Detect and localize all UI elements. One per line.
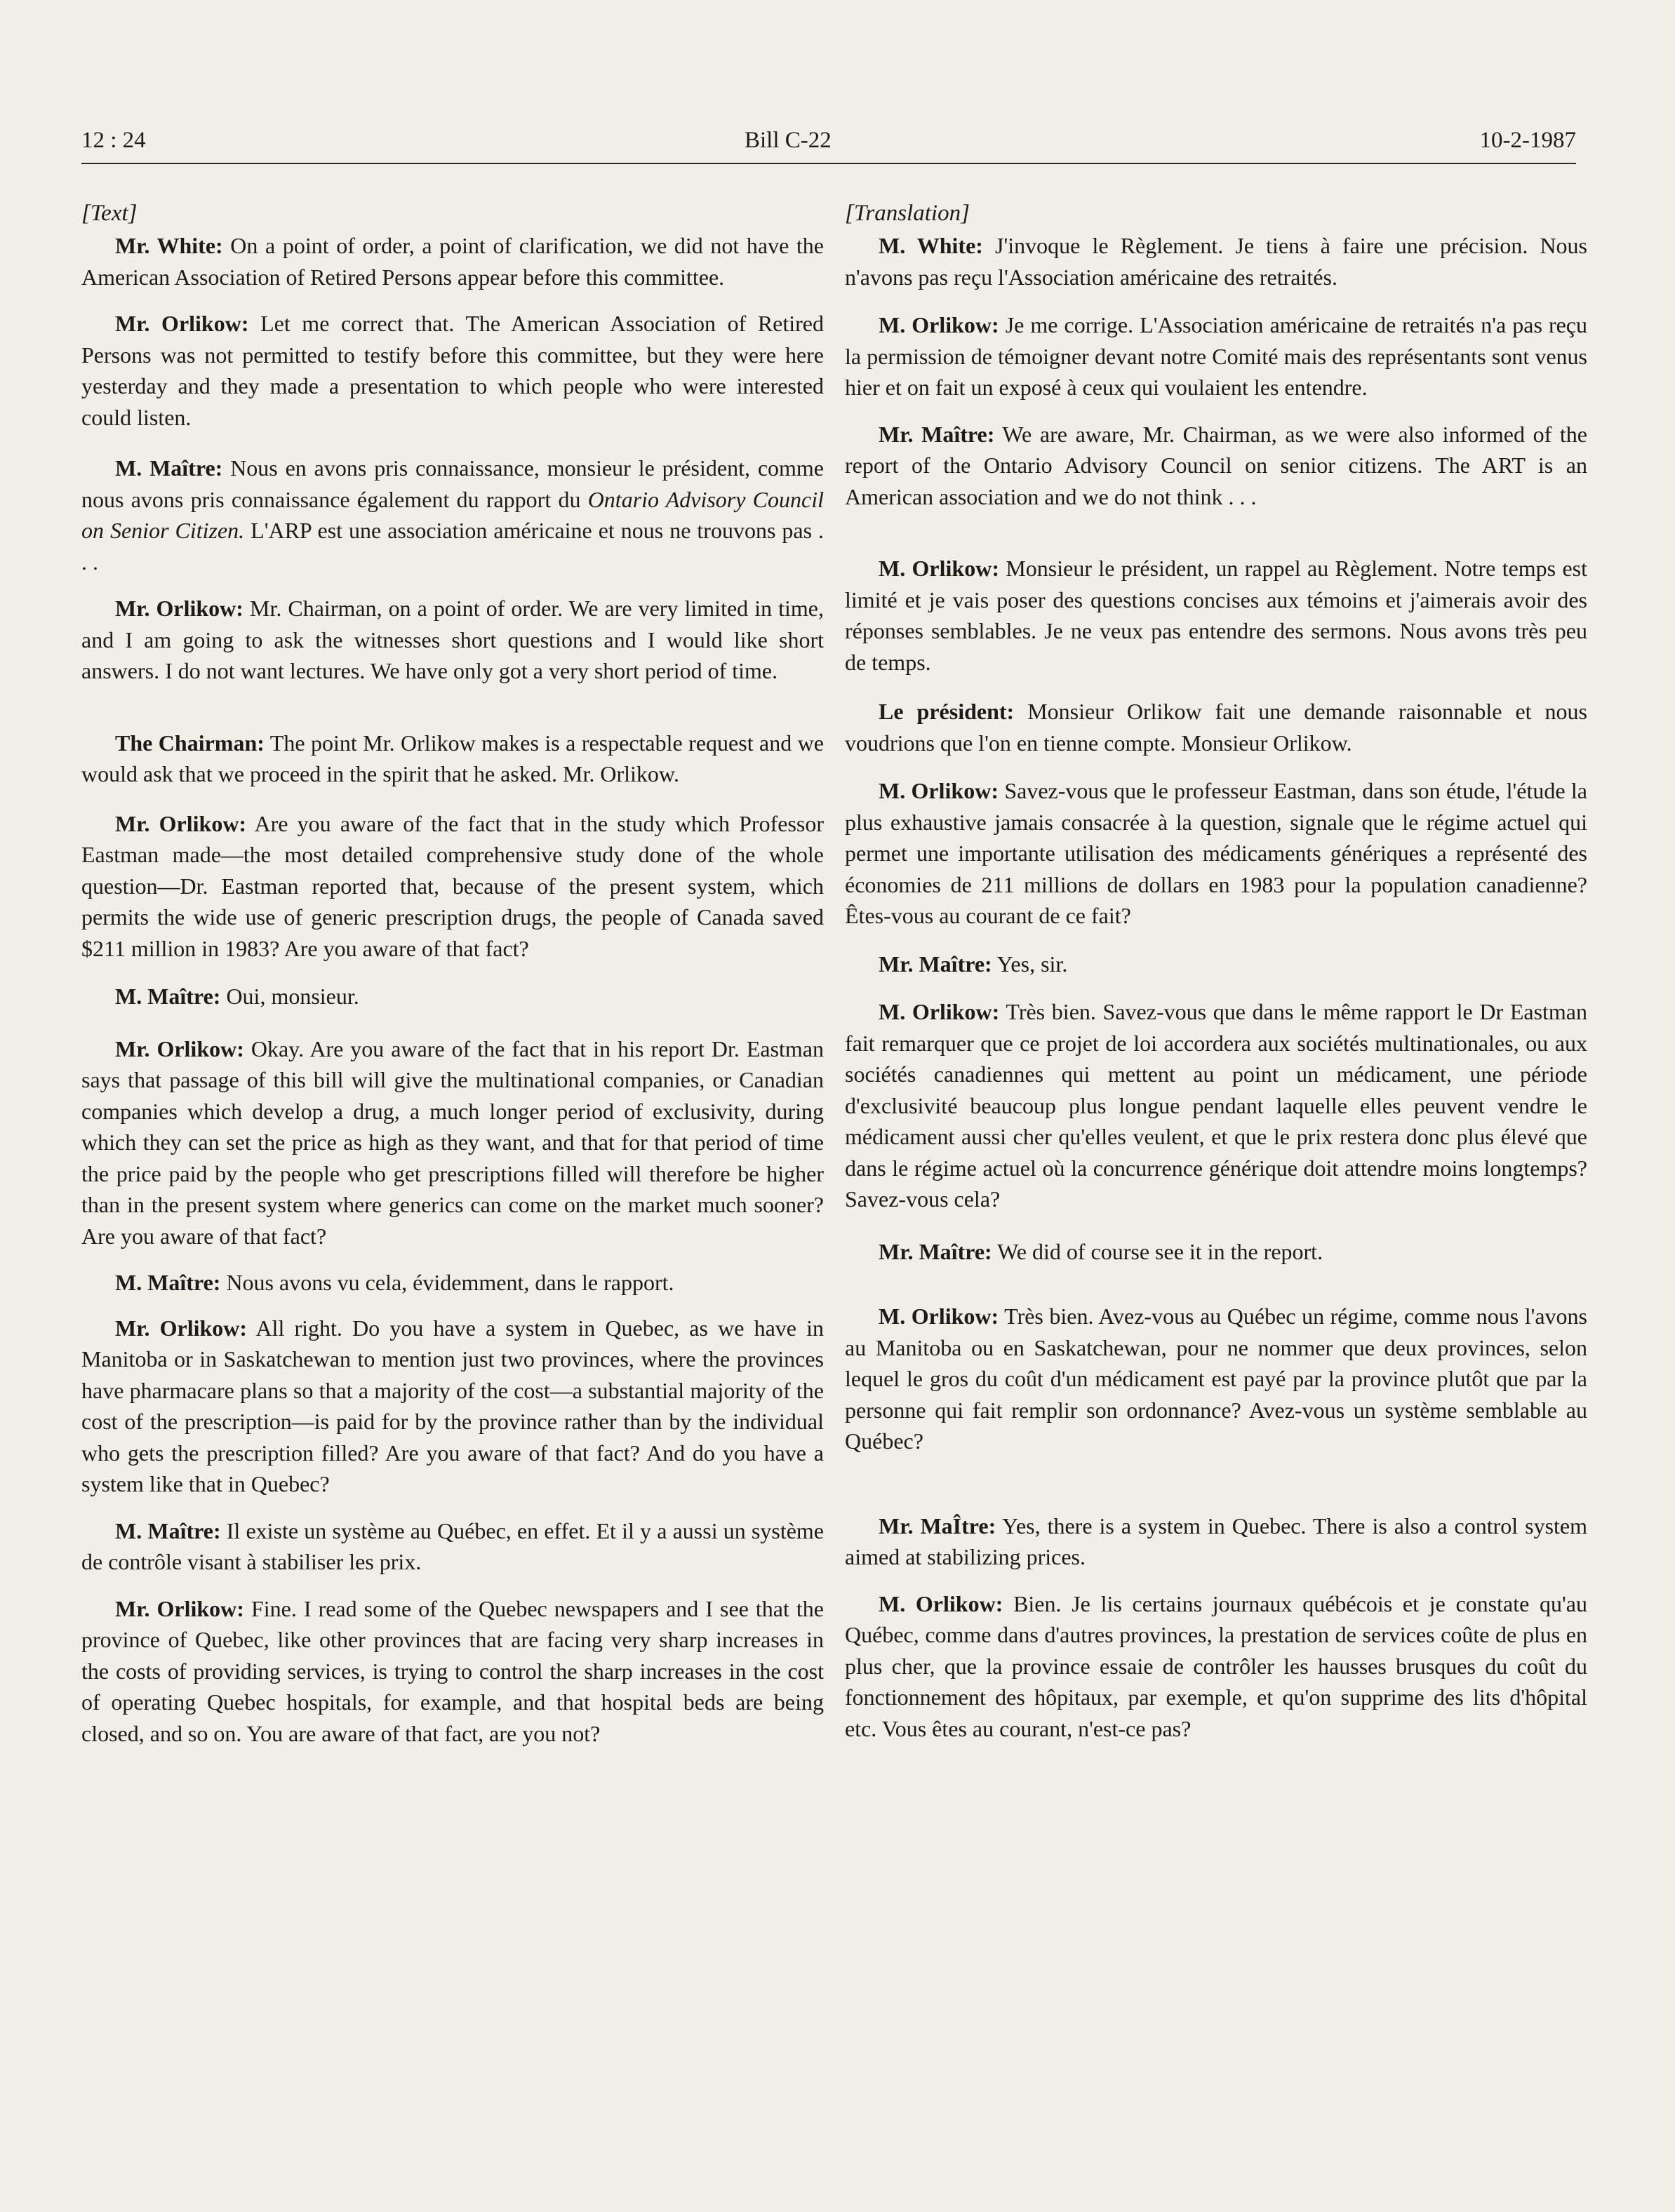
page — [81, 121, 1588, 2176]
speech-text: The point Mr. Orlikow makes is a respectable request and we would ask that we proceed in the spirit that he asked. Mr. Orlikow. — [81, 730, 825, 786]
speaker-name: Mr. Orlikow: — [115, 596, 243, 621]
speaker-name: Mr. Orlikow: — [115, 810, 247, 836]
paragraph — [845, 996, 1587, 1215]
speech-text: Nous en avons pris connaissance, monsieur le président, comme nous avons pris connaissance également du rapport du — [81, 455, 825, 512]
paragraph — [81, 593, 824, 687]
paragraph — [81, 1267, 824, 1299]
paragraph — [81, 1313, 824, 1500]
speaker-name: M. Orlikow: — [879, 312, 999, 337]
speaker-name: M. Orlikow: — [879, 999, 1000, 1024]
document-title: Bill C-22 — [745, 128, 832, 153]
speech-text: J'invoque le Règlement. Je tiens à faire une précision. Nous n'avons pas reçu l'Association américaine des retraités. — [845, 233, 1588, 290]
speaker-name: Mr. White: — [115, 233, 223, 258]
paragraph — [845, 1510, 1587, 1573]
speech-text: Je me corrige. L'Association américaine de retraités n'a pas reçu la permission de témoigner devant notre Comité mais des représentants sont venus hier et on fait un exposé à ceux qui voulaient les entendre. — [845, 312, 1588, 400]
speech-text: Oui, monsieur. — [220, 984, 359, 1009]
speech-emphasis: Ontario Advisory Council on Senior Citizen. — [81, 486, 824, 543]
paragraph — [845, 1588, 1587, 1745]
speech-text: Très bien. Avez-vous au Québec un régime, comme nous l'avons au Manitoba ou en Saskatchewan, pour ne nommer que deux provinces, selon lequel le gros du coût d'un médicament est payé par la province plutôt que par la personne qui fait remplir son ordonnance? Avez-vous un système semblable au Québec? — [845, 1303, 1588, 1454]
page-number: 12 : 24 — [81, 128, 146, 153]
paragraph — [81, 1515, 824, 1578]
paragraph — [81, 728, 824, 790]
speech-text: Bien. Je lis certains journaux québécois et je constate qu'au Québec, comme dans d'autres provinces, la prestation de services coûte de plus en plus cher, que la province essaie de contrôler les hausses brusques du coût du fonctionnement des hôpitaux, par exemple, et qu'on supprime des lits d'hôpital etc. Vous êtes au courant, n'est-ce pas? — [845, 1590, 1588, 1741]
speaker-name: Mr. Maître: — [879, 421, 995, 447]
speaker-name: M. Orlikow: — [879, 1303, 999, 1329]
speech-text: We are aware, Mr. Chairman, as we were also informed of the report of the Ontario Advisory Council on senior citizens. The ART is an American association and we do not think . . . — [845, 421, 1587, 509]
speech-text: Savez-vous que le professeur Eastman, dans son étude, l'étude la plus exhaustive jamais consacrée à la question, signale que le régime actuel qui permet une importante utilisation des médicaments génériques a représenté des économies de 211 millions de dollars en 1983 pour la population canadienne? Êtes-vous au courant de ce fait? — [845, 778, 1588, 928]
paragraph — [81, 981, 824, 1012]
speaker-name: Mr. Orlikow: — [115, 1595, 244, 1621]
speaker-name: Mr. Orlikow: — [115, 1315, 248, 1341]
speech-text: All right. Do you have a system in Quebec, as we have in Manitoba or in Saskatchewan to mention just two provinces, where the provinces have pharmacare plans so that a majority of the cost—a substantial majority of the cost of the prescription—is paid for by the province rather than by the individual who gets the prescription filled? Are you aware of that fact? And do you have a system like that in Quebec? — [81, 1315, 825, 1496]
speaker-name: Le président: — [879, 699, 1015, 724]
section-label-text: [Text] — [81, 201, 138, 226]
speech-text: Monsieur le président, un rappel au Règlement. Notre temps est limité et je vais poser des questions concises aux témoins et j'aimerais avoir des réponses semblables. Je ne veux pas entendre des sermons. Nous avons très peu de temps. — [845, 556, 1588, 675]
speech-text: Il existe un système au Québec, en effet. Et il y a aussi un système de contrôle visant à stabiliser les prix. — [81, 1517, 825, 1574]
paragraph — [845, 696, 1587, 758]
speaker-name: M. White: — [879, 233, 983, 258]
speech-text: Yes, there is a system in Quebec. There is also a control system aimed at stabilizing prices. — [845, 1513, 1588, 1569]
page-header — [81, 121, 1576, 164]
speech-text: Are you aware of the fact that in the study which Professor Eastman made—the most detailed comprehensive study done of the whole question—Dr. Eastman reported that, because of the present system, which permits the wide use of generic prescription drugs, the people of Canada saved $211 million in 1983? Are you aware of that fact? — [81, 810, 825, 961]
paragraph — [81, 808, 824, 965]
paragraph — [81, 453, 824, 577]
speaker-name: The Chairman: — [115, 730, 265, 756]
right-column — [845, 198, 1587, 1744]
speaker-name: M. Orlikow: — [879, 1590, 1003, 1616]
speech-text: Okay. Are you aware of the fact that in his report Dr. Eastman says that passage of this bill will give the multinational companies, or Canadian companies which develop a drug, a much longer period of exclusivity, during which they can set the price as high as they want, and that for that period of time the price paid by the people who get prescriptions filled will therefore be higher than in the present system where generics can come on the market much sooner? Are you aware of that fact? — [81, 1035, 825, 1249]
paragraph — [81, 1593, 824, 1750]
speaker-name: Mr. MaÎtre: — [879, 1513, 996, 1539]
section-label-translation: [Translation] — [845, 201, 970, 226]
speech-text: Monsieur Orlikow fait une demande raisonnable et nous voudrions que l'on en tienne compte. Monsieur Orlikow. — [845, 699, 1588, 756]
speech-text: Très bien. Savez-vous que dans le même rapport le Dr Eastman fait remarquer que ce projet de loi accordera aux sociétés multinationales, ou aux sociétés canadiennes qui mettent au point un médicament, une période d'exclusivité beaucoup plus longue pendant laquelle elles peuvent vendre le médicament aussi cher qu'elles veulent, et que le prix restera donc plus élevé que dans le régime actuel où la concurrence générique doit attendre moins longtemps? Savez-vous cela? — [845, 999, 1588, 1212]
paragraph — [845, 230, 1587, 293]
speech-text: We did of course see it in the report. — [992, 1238, 1323, 1264]
speaker-name: M. Orlikow: — [879, 778, 999, 803]
speaker-name: Mr. Orlikow: — [115, 311, 249, 336]
speech-text: Let me correct that. The American Association of Retired Persons was not permitted to testify before this committee, but they were here yesterday and they made a presentation to which people who were interested could listen. — [81, 311, 825, 430]
speech-text: Yes, sir. — [992, 951, 1068, 977]
left-column — [81, 198, 824, 1749]
speaker-name: M. Maître: — [115, 455, 223, 481]
paragraph — [845, 309, 1587, 403]
speech-text: L'ARP est une association américaine et nous ne trouvons pas . . . — [81, 518, 825, 575]
paragraph — [81, 1033, 824, 1252]
speaker-name: M. Maître: — [115, 1517, 221, 1543]
paragraph — [81, 308, 824, 433]
speaker-name: Mr. Maître: — [879, 951, 992, 977]
paragraph — [845, 949, 1587, 980]
speech-text: Mr. Chairman, on a point of order. We are very limited in time, and I am going to ask the witnesses short questions and I would like short answers. I do not want lectures. We have only got a very short period of time. — [81, 596, 825, 683]
speaker-name: Mr. Maître: — [879, 1238, 992, 1264]
speaker-name: M. Maître: — [115, 984, 221, 1009]
document-date: 10-2-1987 — [1479, 128, 1576, 153]
paragraph — [845, 553, 1587, 678]
speaker-name: M. Orlikow: — [879, 556, 999, 581]
paragraph — [81, 230, 824, 293]
speech-text: On a point of order, a point of clarification, we did not have the American Association of Retired Persons appear before this committee. — [81, 233, 825, 290]
speech-text: Nous avons vu cela, évidemment, dans le rapport. — [220, 1270, 674, 1295]
speaker-name: M. Maître: — [115, 1270, 221, 1295]
speaker-name: Mr. Orlikow: — [115, 1035, 244, 1061]
paragraph — [845, 1236, 1587, 1268]
paragraph — [845, 775, 1587, 932]
speech-text: Fine. I read some of the Quebec newspapers and I see that the province of Quebec, like other provinces that are facing very sharp increases in the costs of providing services, is trying to control the sharp increases in the cost of operating Quebec hospitals, for example, and that hospital beds are being closed, and so on. You are aware of that fact, are you not? — [81, 1595, 825, 1746]
paragraph — [845, 419, 1587, 513]
paragraph — [845, 1301, 1587, 1457]
